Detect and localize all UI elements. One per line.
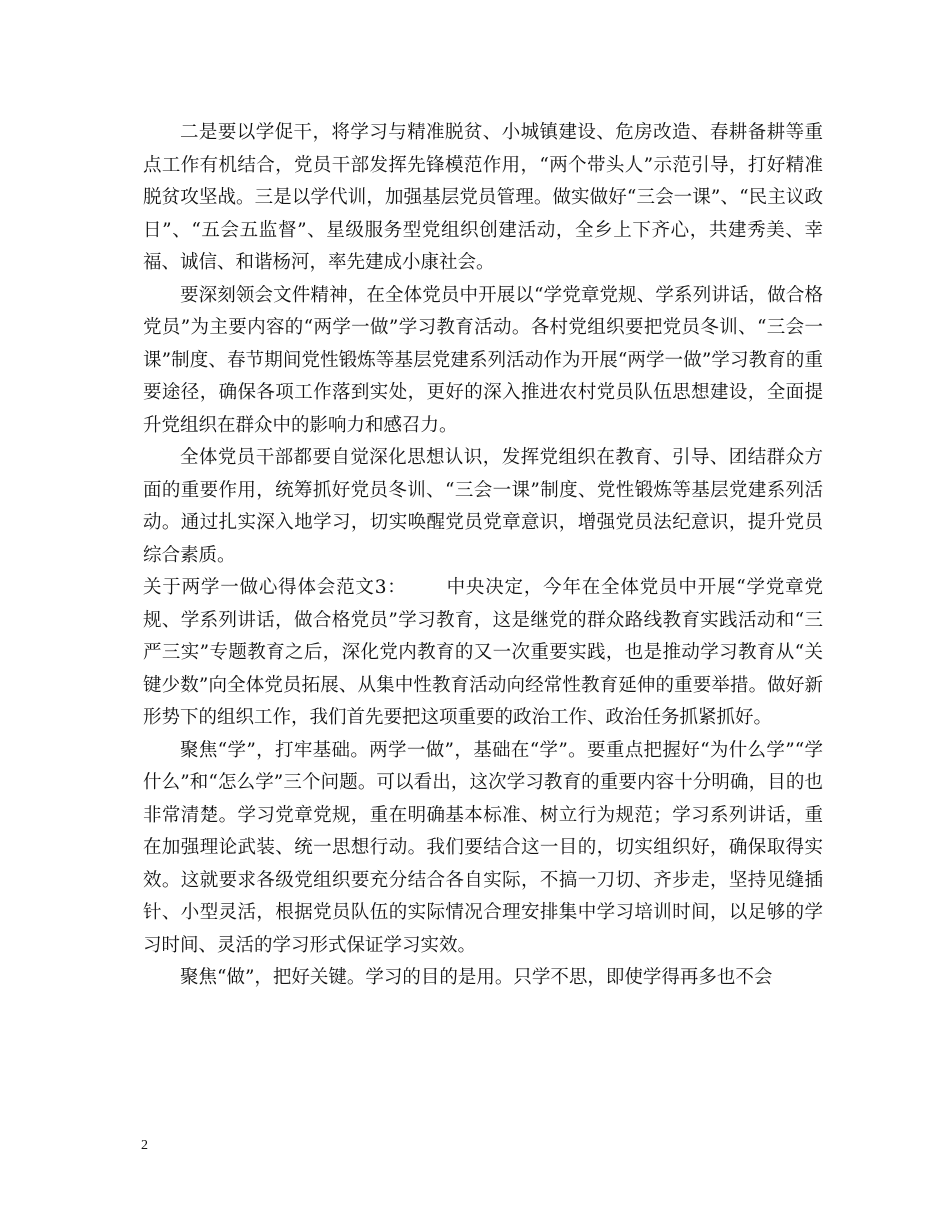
sample-essay-text: 中央决定，今年在全体党员中开展“学党章党规、学系列讲话，做合格党员”学习教育，这是继党的群众路线教育实践活动和“三严三实”专题教育之后，深化党内教育的又一次重要实践，也是推动学习教育从“关键少数”向全体党员拓展、从集中性教育活动向经常性教育延伸的重要举措。做好新形势下的组织工作，我们首先要把这项重要的政治工作、政治任务抓紧抓好。 — [143, 577, 823, 728]
paragraph-all-party-members: 全体党员干部都要自觉深化思想认识，发挥党组织在教育、引导、团结群众方面的重要作用，统筹抓好党员冬训、“三会一课”制度、党性锻炼等基层党建系列活动。通过扎实深入地学习，切实唤醒党员党章意识，增强党员法纪意识，提升党员综合素质。 — [143, 447, 823, 566]
paragraph-focus-on-study: 聚焦“学”，打牢基础。两学一做”，基础在“学”。要重点把握好“为什么学”“学什么”和“怎么学”三个问题。可以看出，这次学习教育的重要内容十分明确，目的也非常清楚。学习党章党规，重在明确基本标准、树立行为规范；学习系列讲话，重在加强理论武装、统一思想行动。我们要结合这一目的，切实组织好，确保取得实效。这就要求各级党组织要充分结合各自实际，不搞一刀切、齐步走，坚持见缝插针、小型灵活，根据党员队伍的实际情况合理安排集中学习培训时间，以足够的学习时间、灵活的学习形式保证学习实效。 — [143, 739, 823, 956]
paragraph-understand-document-spirit: 要深刻领会文件精神，在全体党员中开展以“学党章党规、学系列讲话，做合格党员”为主要内容的“两学一做”学习教育活动。各村党组织要把党员冬训、“三会一课”制度、春节期间党性锻炼等基层党建系列活动作为开展“两学一做”学习教育的重要途径，确保各项工作落到实处，更好的深入推进农村党员队伍思想建设，全面提升党组织在群众中的影响力和感召力。 — [143, 284, 823, 436]
page-number: 2 — [141, 1138, 148, 1153]
paragraph-sample-essay-3 — [143, 572, 823, 735]
paragraph-study-promotes-work: 二是要以学促干，将学习与精准脱贫、小城镇建设、危房改造、春耕备耕等重点工作有机结合，党员干部发挥先锋模范作用，“两个带头人”示范引导，打好精准脱贫攻坚战。三是以学代训，加强基层党员管理。做实做好“三会一课”、“民主议政日”、“五会五监督”、星级服务型党组织创建活动，全乡上下齐心，共建秀美、幸福、诚信、和谐杨河，率先建成小康社会。 — [143, 122, 823, 273]
paragraph-focus-on-action: 聚焦“做”，把好关键。学习的目的是用。只学不思，即使学得再多也不会 — [180, 967, 773, 988]
document-body — [143, 117, 823, 995]
sample-essay-heading: 关于两学一做心得体会范文3： — [143, 577, 407, 598]
